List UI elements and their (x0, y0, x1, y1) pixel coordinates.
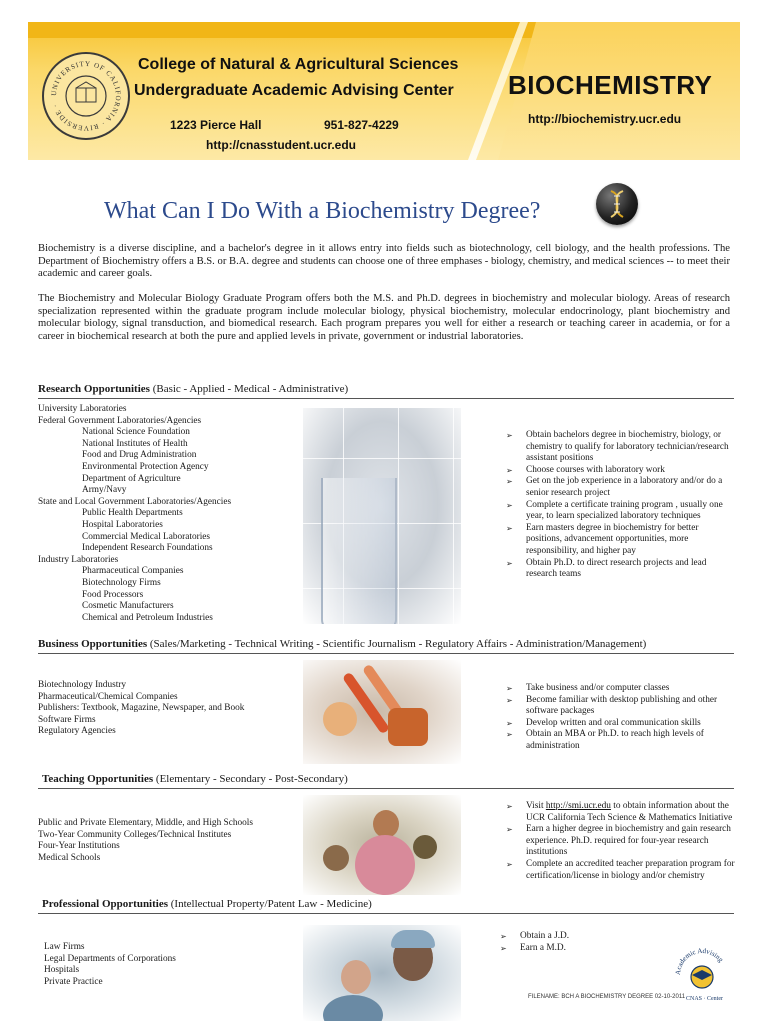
list-item: Private Practice (44, 976, 103, 987)
list-item: Independent Research Foundations (82, 543, 213, 554)
list-item: Law Firms (44, 942, 85, 952)
professional-divider (38, 913, 734, 914)
list-item: Two-Year Community Colleges/Technical Institutes (38, 829, 232, 840)
list-item: Food and Drug Administration (82, 450, 197, 461)
research-employer-list (38, 404, 231, 624)
research-heading-sub: (Basic - Applied - Medical - Administrative) (152, 383, 349, 395)
business-heading-sub: (Sales/Marketing - Technical Writing - Scientific Journalism - Regulatory Affairs - Administration/Management) (149, 638, 647, 650)
business-strategy-list (504, 683, 736, 753)
college-name: College of Natural & Agricultural Sciences (138, 56, 459, 73)
bullet-item: ➢ Obtain a J.D. (498, 931, 648, 943)
list-item: Public Health Departments (82, 508, 183, 519)
test-tubes-photo (303, 660, 461, 764)
research-heading (38, 383, 348, 395)
classroom-photo (303, 795, 461, 895)
list-item: Legal Departments of Corporations (44, 953, 176, 964)
department-title: BIOCHEMISTRY (508, 70, 713, 100)
list-item: Pharmaceutical Companies (82, 566, 184, 577)
list-item: Cosmetic Manufacturers (82, 601, 174, 612)
teaching-heading-sub: (Elementary - Secondary - Post-Secondary) (155, 773, 348, 785)
business-employer-list (38, 680, 244, 738)
bullet-item: ➢ Get on the job experience in a laboratory and/or do a senior research project (504, 476, 736, 499)
university-seal-icon (42, 52, 130, 140)
professional-heading (42, 898, 372, 910)
bullet-item: ➢ Complete a certificate training program , usually one year, to learn specialized laboratory techniques (504, 500, 736, 523)
research-heading-title: Research Opportunities (38, 383, 150, 395)
list-item: National Science Foundation (82, 427, 190, 438)
list-item: National Institutes of Health (82, 438, 188, 449)
list-item: Environmental Protection Agency (82, 461, 209, 472)
bullet-item: ➢ Earn a M.D. (498, 943, 648, 955)
professional-strategy-list (498, 931, 648, 954)
dna-icon (596, 183, 638, 225)
list-item: Four-Year Institutions (38, 841, 120, 852)
visit-text-post: to obtain information about the UCR California Tech Science & Mathematics Initiative (526, 801, 733, 823)
department-url[interactable]: http://biochemistry.ucr.edu (528, 112, 682, 126)
bullet-item: ➢ Take business and/or computer classes (504, 683, 736, 695)
research-divider (38, 398, 734, 399)
intro-paragraph-2: The Biochemistry and Molecular Biology Graduate Program offers both the M.S. and Ph.D. degrees in biochemistry and molecular biology. Areas of research specialization represented within the graduate program include molecular biology, physical biochemistry, molecular endocrinology, plant biochemistry and molecular biology, signal transduction, and biomedical research. Each program prepares you well for either a research or teaching career in academia, or for a career in biochemical research at both the pure and applied levels in private, government or industrial laboratories. (38, 293, 730, 342)
list-item: Software Firms (38, 714, 96, 725)
filename-label: FILENAME: BCH A BIOCHEMISTRY DEGREE 02-10-2011 (528, 994, 686, 1000)
list-item: Biotechnology Firms (82, 577, 161, 588)
lab-beaker-photo (303, 408, 461, 624)
list-item: Chemical and Petroleum Industries (82, 612, 213, 623)
college-url[interactable]: http://cnasstudent.ucr.edu (206, 138, 357, 152)
list-item: Public and Private Elementary, Middle, and High Schools (38, 818, 253, 828)
svg-text:UNIVERSITY OF CALIFORNIA · RIV: UNIVERSITY OF CALIFORNIA · RIVERSIDE · (49, 59, 123, 133)
research-strategy-list (504, 430, 736, 581)
bullet-item: ➢ Obtain Ph.D. to direct research projects and lead research teams (504, 558, 736, 581)
svg-text:Academic Advising: Academic Advising (673, 946, 725, 976)
bullet-item: ➢ Become familiar with desktop publishing and other software packages (504, 695, 736, 718)
list-item: Biotechnology Industry (38, 680, 127, 690)
bullet-item: ➢ Earn masters degree in biochemistry for better positions, advancement opportunities, more responsibility, and higher pay (504, 523, 736, 558)
list-item: Pharmaceutical/Chemical Companies (38, 691, 178, 702)
business-heading (38, 638, 646, 650)
list-item: Hospitals (44, 965, 80, 976)
list-item: Hospital Laboratories (82, 519, 163, 530)
address: 1223 Pierce Hall (170, 118, 262, 132)
teaching-strategy-list (504, 801, 740, 882)
doctors-photo (303, 925, 461, 1021)
business-heading-title: Business Opportunities (38, 638, 148, 650)
list-item: Food Processors (82, 589, 144, 600)
smi-link[interactable]: http://smi.ucr.edu (545, 801, 611, 811)
bullet-item: ➢ Develop written and oral communication skills (504, 718, 736, 730)
list-item: Army/Navy (82, 485, 127, 496)
list-item: Publishers: Textbook, Magazine, Newspaper, and Book (38, 703, 245, 714)
bullet-item: ➢ Complete an accredited teacher preparation program for certification/license in biology and/or chemistry (504, 859, 740, 882)
visit-text: Visit (526, 801, 544, 811)
phone: 951-827-4229 (324, 118, 399, 132)
list-item: Industry Laboratories (38, 554, 119, 565)
page-title: What Can I Do With a Biochemistry Degree? (104, 198, 541, 224)
teaching-divider (38, 788, 734, 789)
list-item: Commercial Medical Laboratories (82, 531, 211, 542)
professional-employer-list (44, 942, 176, 988)
teaching-heading (42, 773, 348, 785)
bullet-item: ➢ Earn a higher degree in biochemistry and gain research experience. Ph.D. required for four-year research institutions (504, 824, 740, 859)
business-divider (38, 653, 734, 654)
list-item: University Laboratories (38, 404, 127, 414)
list-item: Medical Schools (38, 852, 101, 863)
svg-text:CNAS · Center: CNAS · Center (686, 996, 723, 1002)
advising-center-name: Undergraduate Academic Advising Center (134, 82, 454, 99)
teaching-heading-title: Teaching Opportunities (42, 773, 154, 785)
list-item: Federal Government Laboratories/Agencies (38, 415, 202, 426)
professional-heading-sub: (Intellectual Property/Patent Law - Medicine) (170, 898, 372, 910)
bullet-item: ➢ Obtain an MBA or Ph.D. to reach high levels of administration (504, 729, 736, 752)
bullet-item: ➢ Choose courses with laboratory work (504, 465, 736, 477)
header-banner (28, 22, 740, 160)
intro-paragraph-1: Biochemistry is a diverse discipline, and a bachelor's degree in it allows entry into fields such as biotechnology, cell biology, and the health professions. The Department of Biochemistry offers a B.S. or B.A. degree and students can choose one of three emphases - biology, chemistry, and medical sciences -- to meet their academic and career goals. (38, 243, 730, 280)
teaching-employer-list (38, 818, 253, 864)
list-item: State and Local Government Laboratories/Agencies (38, 496, 232, 507)
list-item: Regulatory Agencies (38, 726, 116, 737)
professional-heading-title: Professional Opportunities (42, 898, 169, 910)
teaching-bullet-visit (504, 801, 740, 824)
list-item: Department of Agriculture (82, 473, 181, 484)
bullet-item: ➢ Obtain bachelors degree in biochemistry, biology, or chemistry to qualify for laboratory technician/research assistant positions (504, 430, 736, 465)
